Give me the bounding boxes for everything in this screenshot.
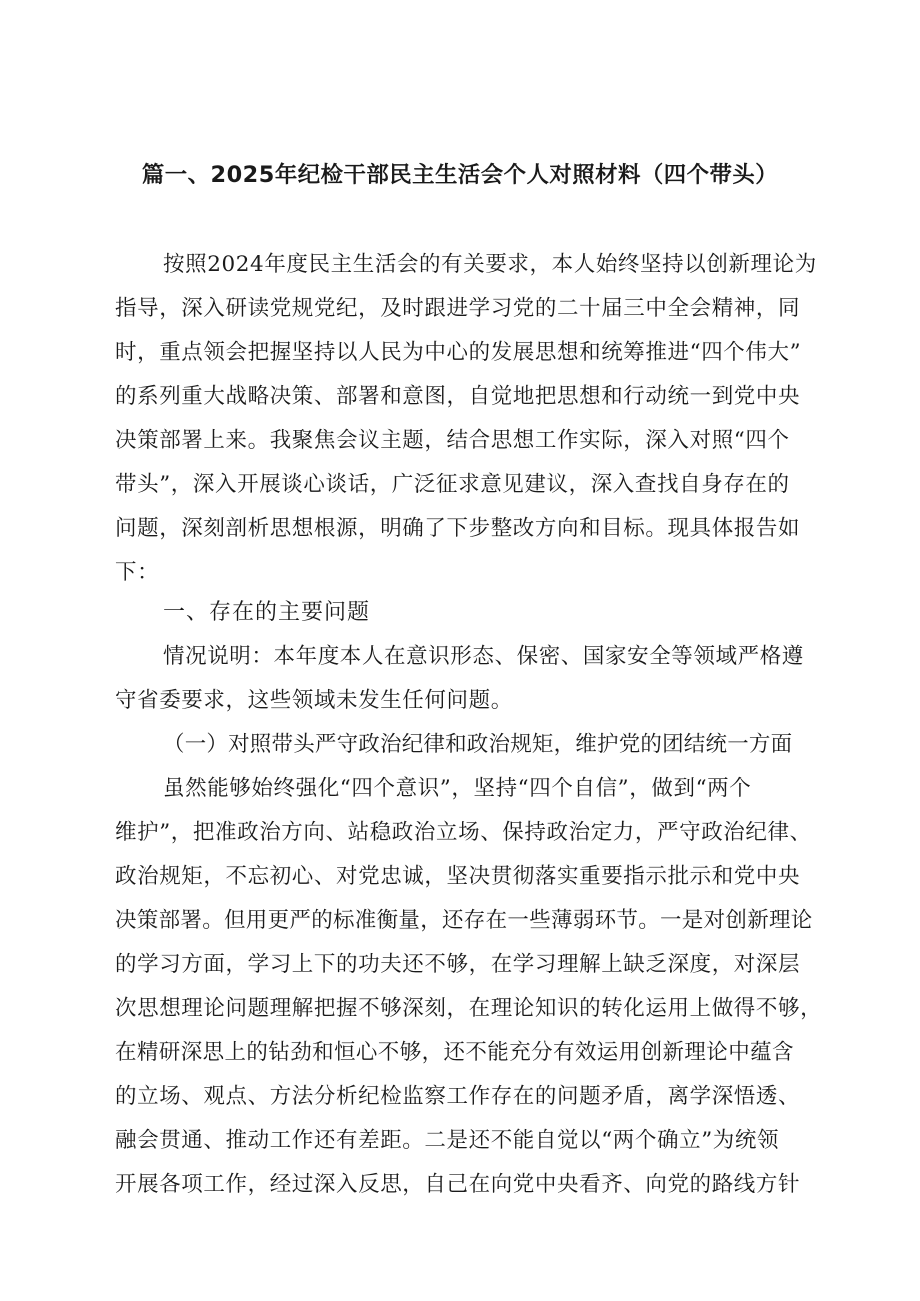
paragraph-2-line: 政治规矩，不忘初心、对党忠诚，坚决贯彻落实重要指示批示和党中央 [115,864,801,889]
situation-note-line: 守省委要求，这些领域未发生任何问题。 [115,688,513,713]
paragraph-1-line: 时，重点领会把握坚持以人民为中心的发展思想和统筹推进“四个伟大” [115,340,802,365]
paragraph-2-line: 维护”，把准政治方向、站稳政治立场、保持政治定力，严守政治纪律、 [115,820,812,845]
paragraph-2-line: 融会贯通、推动工作还有差距。二是还不能自觉以“两个确立”为统领 [115,1128,780,1153]
paragraph-2-line: 的立场、观点、方法分析纪检监察工作存在的问题矛盾，离学深悟透、 [115,1084,801,1109]
section-1-heading: 一、存在的主要问题 [163,600,371,625]
paragraph-2-line: 决策部署。但用更严的标准衡量，还存在一些薄弱环节。一是对创新理论 [115,908,813,933]
paragraph-1-line: 按照2024年度民主生活会的有关要求，本人始终坚持以创新理论为 [163,252,817,277]
paragraph-2-line: 的学习方面，学习上下的功夫还不够，在学习理解上缺乏深度，对深层 [115,952,801,977]
paragraph-1-line: 问题，深刻剖析思想根源，明确了下步整改方向和目标。现具体报告如 [115,516,801,541]
paragraph-2-line: 在精研深思上的钻劲和恒心不够，还不能充分有效运用创新理论中蕴含 [115,1040,794,1065]
paragraph-1-line: 的系列重大战略决策、部署和意图，自觉地把思想和行动统一到党中央 [115,384,801,409]
paragraph-1-line: 带头”，深入开展谈心谈话，广泛征求意见建议，深入查找自身存在的 [115,472,790,497]
document-title: 篇一、2025年纪检干部民主生活会个人对照材料（四个带头） [141,162,779,188]
paragraph-2-line: 开展各项工作，经过深入反思，自己在向党中央看齐、向党的路线方针 [115,1172,801,1197]
paragraph-2-line: 次思想理论问题理解把握不够深刻，在理论知识的转化运用上做得不够， [115,996,823,1021]
paragraph-2-line: 虽然能够始终强化“四个意识”，坚持“四个自信”，做到“两个 [163,776,752,801]
paragraph-1-line: 决策部署上来。我聚焦会议主题，结合思想工作实际，深入对照“四个 [115,428,790,453]
paragraph-1-line: 下： [115,560,160,585]
paragraph-1-line: 指导，深入研读党规党纪，及时跟进学习党的二十届三中全会精神，同 [115,296,801,321]
situation-note-line: 情况说明：本年度本人在意识形态、保密、国家安全等领域严格遵 [163,644,804,669]
subsection-1-heading: （一）对照带头严守政治纪律和政治规矩，维护党的团结统一方面 [163,732,793,757]
